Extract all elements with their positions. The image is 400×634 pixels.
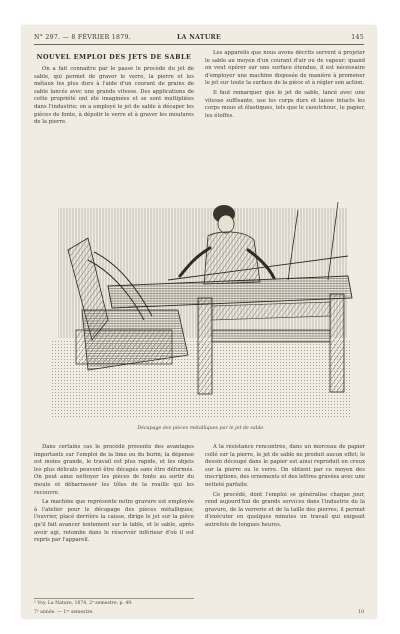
paragraph: Dans certains cas le procédé présente des avantages importants sur l'emploi de la lime ou du burin; la dépense est moins grande, le travail est plus rapide, et les objets les plus délicats peuvent être décapés sans être déformés. On peut ainsi nettoyer les pièces de fonte au sortir du moule et débarrasser les tôles de la rouille qui les recouvre.: [34, 444, 194, 496]
paragraph: Ce procédé, dont l'emploi se généralise chaque jour, rend aujourd'hui de grands services dans l'industrie de la gravure, de la verrerie et de la taille des pierres; il permet d'exécuter en quelques minutes un travail qui exigeait autrefois de longues heures.: [205, 491, 365, 528]
issue-date: N° 297. — 8 FÉVRIER 1879.: [34, 34, 132, 41]
header-rule: [34, 44, 364, 45]
sandblast-machine-engraving: [48, 190, 354, 422]
paragraph: La machine que représente notre gravure est employée à l'atelier pour le décapage des pièces métalliques; l'ouvrier, placé derrière la caisse, dirige le jet sur la pièce qu'il fait avancer lentement sur la table, et le sable, après avoir agi, retombe dans le réservoir inférieur d'où il est repris par l'appareil.: [34, 499, 194, 544]
journal-name: LA NATURE: [177, 34, 221, 41]
footer-volume: 7ᵉ année. — 1ᵉʳ semestre.: [34, 610, 94, 615]
paragraph: Il faut remarquer que le jet de sable, lancé avec une vitesse suffisante, use les corps durs et laisse intacts les corps mous et élastiques, tels que le caoutchouc, le papier, les étoffes.: [205, 89, 365, 119]
footnote: ¹ Voy. La Nature, 1874, 2ᵉ semestre, p. 49.: [34, 598, 194, 607]
journal-page: [22, 26, 376, 618]
page-number: 145: [351, 34, 364, 41]
paragraph: A la résistance rencontrée, dans un morceau de papier collé sur la pierre, le jet de sable ne produit aucun effet; le dessin découpé dans le papier est ainsi reproduit en creux sur la pierre ou le verre. On obtient par ce moyen des inscriptions, des ornements et des lettres gravées avec une netteté parfaite.: [205, 444, 365, 488]
column-left-bottom: [34, 444, 194, 602]
figure-caption: Décapage des pièces métalliques par le jet de sable.: [137, 426, 265, 431]
paragraph: Les appareils que nous avons décrits servent à projeter le sable au moyen d'un courant d'air ou de vapeur; quand on veut opérer sur une surface étendue, il est nécessaire d'employer une machine disposée de manière à promener le jet sur toute la surface de la pièce et à régler son action.: [205, 50, 365, 87]
column-left-top: [34, 66, 194, 188]
column-right-bottom: [205, 444, 365, 602]
column-right-top: [205, 50, 365, 188]
page-header: [34, 32, 364, 44]
paragraph: On a fait connaître par le passé le procédé du jet de sable, qui permet de graver le verre, la pierre et les métaux les plus durs à l'aide d'un courant de grains de sable lancés avec une grande vitesse. Des applications de cette propriété ont été imaginées et se sont multipliées dans l'industrie; on a employé le jet de sable à décaper les pièces de fonte, à dépolir le verre et à graver les moulures de la pierre.: [34, 66, 194, 126]
article-title: NOUVEL EMPLOI DES JETS DE SABLE: [36, 53, 192, 61]
footer-signature: 10: [358, 610, 364, 615]
